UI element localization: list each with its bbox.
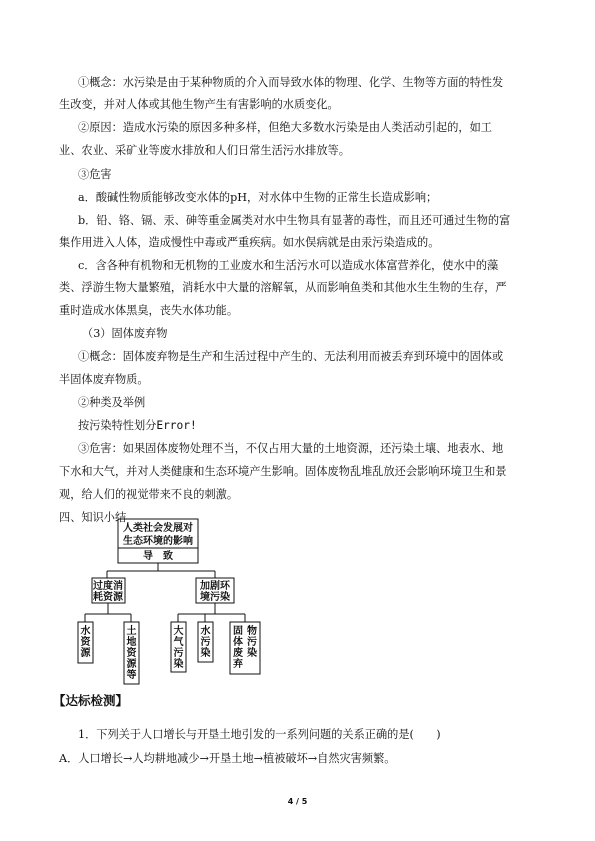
diagram-leaf-solid-waste-col1: 固体废弃: [233, 626, 243, 670]
text-line: 四、知识小结: [59, 511, 127, 524]
section-title: 【达标检测】: [53, 693, 129, 708]
text-line: a．酸碱性物质能够改变水体的pH，对水体中生物的正常生长造成影响；: [78, 191, 438, 204]
diagram-top-line2: 生态环境的影响: [123, 536, 193, 547]
diagram-leaf-land-resource: 土地资源等: [126, 626, 137, 681]
text-line: ③危害：如果固体废物处理不当，不仅占用大量的土地资源，还污染土壤、地表水、地: [78, 442, 504, 455]
text-line: c．含各种有机物和无机物的工业废水和生活污水可以造成水体富营养化，使水中的藻: [78, 259, 499, 272]
text-line: 半固体废弃物质。: [59, 373, 149, 386]
text-line: 观，给人们的视觉带来不良的刺激。: [59, 488, 239, 501]
diagram-left-line1: 过度消: [93, 581, 123, 592]
diagram-leaf-water-pollution: 水污染: [200, 626, 211, 659]
text-line: 下水和大气，并对人类健康和生态环境产生影响。固体废物乱堆乱放还会影响环境卫生和景: [59, 465, 507, 478]
text-line: 生改变，并对人体或其他生物产生有害影响的水质变化。: [59, 98, 339, 111]
question-1: 1．下列关于人口增长与开垦土地引发的一系列问题的关系正确的是( ): [78, 728, 441, 741]
option-a: A．人口增长→人均耕地减少→开垦土地→植被破坏→自然灾害频繁。: [59, 752, 396, 765]
text-line: （3）固体废弃物: [82, 327, 168, 340]
text-line: ③危害: [78, 168, 112, 181]
diagram-leaf-air-pollution: 大气污染: [173, 626, 184, 670]
text-line: 集作用进入人体，造成慢性中毒或严重疾病。如水俣病就是由汞污染造成的。: [59, 236, 440, 249]
diagram-leaf-water-resource: 水资源: [80, 626, 91, 659]
page-number: 4 / 5: [287, 797, 308, 806]
diagram-right-line2: 境污染: [200, 592, 230, 603]
diagram-leaf-solid-waste-col2: 物污染: [247, 626, 257, 659]
diagram-guide-label: 导 致: [143, 551, 173, 562]
text-line: ②种类及举例: [78, 396, 146, 409]
text-line: 业、农业、采矿业等废水排放和人们日常生活污水排放等。: [59, 144, 350, 157]
error-field: Error!: [156, 419, 197, 432]
text-line: b．铅、铬、镉、汞、砷等重金属类对水中生物具有显著的毒性，而且还可通过生物的富: [78, 214, 511, 227]
classification-text: 按污染特性划分: [78, 419, 157, 432]
diagram-right-line1: 加剧环: [200, 581, 230, 592]
text-line: 重时造成水体黑臭，丧失水体功能。: [59, 304, 239, 317]
text-line: ②原因：造成水污染的原因多种多样，但绝大多数水污染是由人类活动引起的，如工: [78, 121, 492, 134]
text-line: ①概念：水污染是由于某种物质的介入而导致水体的物理、化学、生物等方面的特性发: [78, 76, 504, 89]
text-line: 类、浮游生物大量繁殖，消耗水中大量的溶解氧，从而影响鱼类和其他水生生物的生存，严: [59, 281, 507, 294]
diagram-top-line1: 人类社会发展对: [123, 523, 193, 534]
diagram-left-line2: 耗资源: [93, 592, 123, 603]
text-line: ①概念：固体废弃物是生产和生活过程中产生的、无法利用而被丢弃到环境中的固体或: [78, 350, 504, 363]
